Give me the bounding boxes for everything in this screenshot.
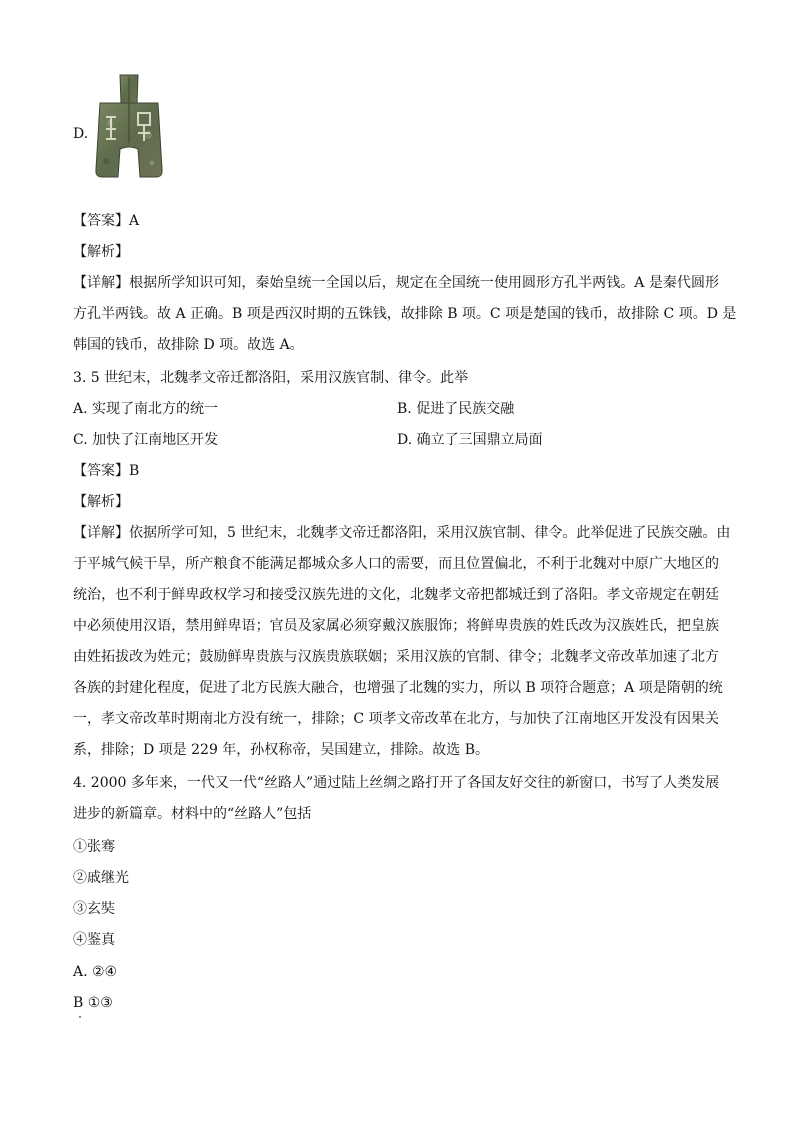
q3-detail-line: 【详解】依据所学可知，5 世纪末，北魏孝文帝迁都洛阳，采用汉族官制、律令。此举促进了民族交融。由	[73, 525, 731, 541]
q4-item: ③玄奘	[73, 901, 115, 917]
q3-detail-line: 系，排除；D 项是 229 年，孙权称帝，吴国建立，排除。故选 B。	[73, 742, 490, 758]
q3-detail-line: 统治，也不利于鲜卑政权学习和接受汉族先进的文化，北魏孝文帝把都城迁到了洛阳。孝文帝规定在朝廷	[73, 587, 719, 603]
q4-item: ④鉴真	[73, 932, 115, 948]
q3-option-d: D. 确立了三国鼎立局面	[397, 432, 543, 448]
q3-detail-line: 一，孝文帝改革时期南北方没有统一，排除；C 项孝文帝改革在北方，与加快了江南地区开发没有因果关	[73, 711, 719, 727]
q3-answer: 【答案】B	[73, 463, 140, 479]
q3-option-a: A. 实现了南北方的统一	[73, 401, 219, 417]
q3-option-b: B. 促进了民族交融	[397, 401, 515, 417]
q3-detail-line: 中必须使用汉语，禁用鲜卑语；官员及家属必须穿戴汉族服饰；将鲜卑贵族的姓氏改为汉族姓氏，把皇族	[73, 618, 719, 634]
q2-detail-line: 韩国的钱币，故排除 D 项。故选 A。	[73, 337, 304, 353]
stray-mark	[79, 1016, 81, 1018]
q3-detail-line: 各族的封建化程度，促进了北方民族大融合，也增强了北魏的实力，所以 B 项符合题意；A 项是隋朝的统	[73, 680, 723, 696]
q3-stem: 3. 5 世纪末，北魏孝文帝迁都洛阳，采用汉族官制、律令。此举	[73, 370, 469, 386]
spade-coin-image	[92, 73, 166, 183]
q2-detail-line: 方孔半两钱。故 A 正确。B 项是西汉时期的五铢钱，故排除 B 项。C 项是楚国的钱币，故排除 C 项。D 是	[73, 306, 737, 322]
option-d-label: D.	[73, 126, 89, 142]
q4-option-a: A. ②④	[73, 964, 118, 980]
q2-answer: 【答案】A	[73, 213, 140, 229]
q4-option-b: B ①③	[73, 995, 113, 1011]
q3-option-c: C. 加快了江南地区开发	[73, 432, 219, 448]
q4-stem-line: 进步的新篇章。材料中的“丝路人”包括	[73, 806, 312, 822]
q3-detail-line: 于平城气候干旱，所产粮食不能满足都城众多人口的需要，而且位置偏北，不利于北魏对中原广大地区的	[73, 556, 719, 572]
q4-stem-line: 4. 2000 多年来，一代又一代“丝路人”通过陆上丝绸之路打开了各国友好交往的新窗口，书写了人类发展	[73, 775, 720, 791]
q4-item: ②戚继光	[73, 870, 129, 886]
q2-analysis-label: 【解析】	[73, 244, 129, 260]
q4-item: ①张骞	[73, 839, 115, 855]
q3-detail-line: 由姓拓拔改为姓元；鼓励鲜卑贵族与汉族贵族联姻；采用汉族的官制、律令；北魏孝文帝改革加速了北方	[73, 649, 719, 665]
q3-analysis-label: 【解析】	[73, 494, 129, 510]
q2-detail-line: 【详解】根据所学知识可知，秦始皇统一全国以后，规定在全国统一使用圆形方孔半两钱。A 是秦代圆形	[73, 275, 719, 291]
